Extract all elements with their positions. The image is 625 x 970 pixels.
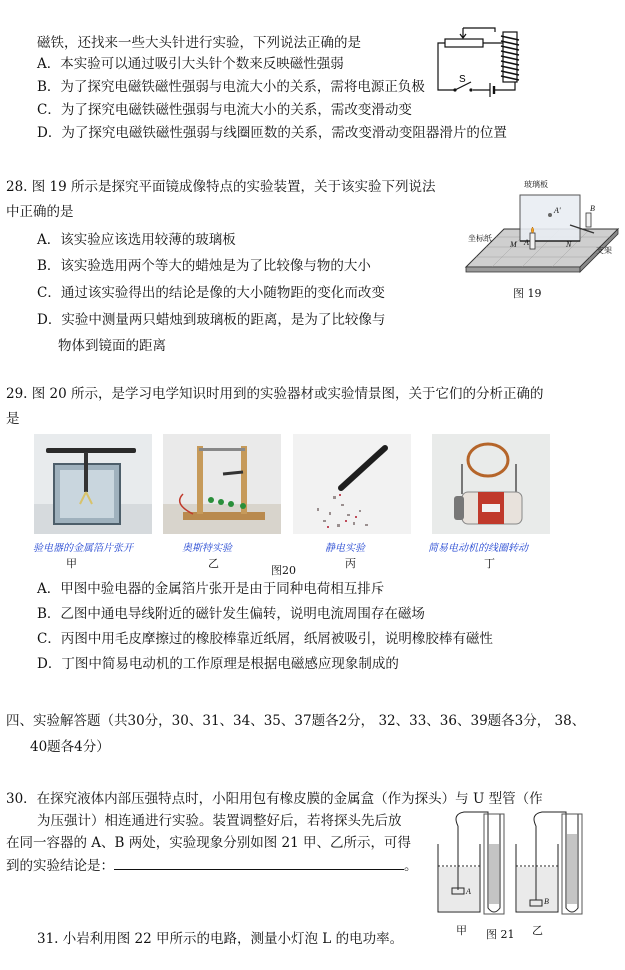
q31-line1: 31. 小岩利用图 22 甲所示的电路，测量小灯泡 L 的电功率。 — [37, 931, 404, 947]
label-m: M — [510, 240, 517, 249]
label-a: A — [524, 238, 529, 247]
q28-option-a: A．该实验应该选用较薄的玻璃板 — [37, 232, 236, 248]
simple-motor-photo — [432, 434, 550, 534]
q27-option-c: C．为了探究电磁铁磁性强弱与电流大小的关系，需改变滑动变 — [37, 102, 412, 118]
q27-option-a: A．本实验可以通过吸引大头针个数来反映磁性强弱 — [37, 56, 344, 72]
label-position-a: A — [466, 887, 471, 896]
q28-stem-line1: 28. 图 19 所示是探究平面镜成像特点的实验装置，关于该实验下列说法 — [6, 179, 436, 195]
static-electricity-photo — [293, 434, 411, 534]
q29-option-b: B．乙图中通电导线附近的磁针发生偏转，说明电流周围存在磁场 — [37, 606, 425, 622]
label-n: N — [566, 240, 572, 249]
q28-option-d: D．实验中测量两只蜡烛到玻璃板的距离，是为了比较像与 — [37, 312, 386, 328]
photo-caption-electroscope: 验电器的金属箔片张开 — [33, 543, 133, 554]
figure-21-caption: 图 21 — [486, 928, 515, 941]
q27-option-d: D．为了探究电磁铁磁性强弱与线圈匝数的关系，需改变滑动变阻器滑片的位置 — [37, 125, 507, 141]
switch-label: S — [459, 74, 466, 85]
label-stand: 支架 — [596, 246, 612, 255]
q28-option-c: C．通过该实验得出的结论是像的大小随物距的变化而改变 — [37, 285, 385, 301]
section-4-heading-line2: 40题各4分） — [30, 739, 110, 755]
q30-line1: 30．在探究液体内部压强特点时，小阳用包有橡皮膜的金属盒（作为探头）与 U 型管（作 — [6, 791, 543, 807]
photo-label-bing: 丙 — [345, 557, 356, 570]
q29-option-d: D．丁图中简易电动机的工作原理是根据电磁感应现象制成的 — [37, 656, 399, 672]
q28-option-d-continued: 物体到镜面的距离 — [58, 338, 166, 354]
photo-caption-static: 静电实验 — [325, 543, 365, 554]
q30-conclusion-prompt: 到的实验结论是： — [6, 858, 114, 874]
oersted-experiment-photo — [163, 434, 281, 534]
q30-line3: 在同一容器的 A、B 两处，实验现象分别如图 21 甲、乙所示，可得 — [6, 835, 412, 851]
q28-stem-line2: 中正确的是 — [6, 204, 74, 220]
photo-label-jia: 甲 — [66, 557, 77, 570]
q29-option-c: C．丙图中用毛皮摩擦过的橡胶棒靠近纸屑，纸屑被吸引，说明橡胶棒有磁性 — [37, 631, 493, 647]
section-4-heading-line1: 四、实验解答题（共30分，30、31、34、35、37题各2分， 32、33、36、39题各3分， 38、 — [6, 713, 586, 729]
figure-19-caption: 图 19 — [513, 287, 542, 300]
q27-stem-tail: 磁铁，还找来一些大头针进行实验，下列说法正确的是 — [37, 35, 361, 51]
q30-line-end: 。 — [404, 858, 418, 874]
q29-option-a: A．甲图中验电器的金属箔片张开是由于同种电荷相互排斥 — [37, 581, 385, 597]
q29-stem-line2: 是 — [6, 411, 20, 427]
q27-option-b: B．为了探究电磁铁磁性强弱与电流大小的关系，需将电源正负极 — [37, 79, 425, 95]
plane-mirror-apparatus-figure — [462, 175, 622, 280]
label-glass-plate: 玻璃板 — [524, 180, 548, 189]
q30-line2: 为压强计）相连通进行实验。装置调整好后，若将探头先后放 — [37, 813, 402, 829]
photo-label-ding: 丁 — [484, 557, 495, 570]
manometer-figure — [432, 804, 587, 926]
label-position-b: B — [544, 897, 549, 906]
label-coordinate-paper: 坐标纸 — [468, 234, 492, 243]
photo-caption-oersted: 奥斯特实验 — [182, 543, 232, 554]
q28-option-b: B．该实验选用两个等大的蜡烛是为了比较像与物的大小 — [37, 258, 371, 274]
figure-20-caption: 图20 — [271, 564, 296, 577]
electroscope-photo — [34, 434, 152, 534]
label-a-prime: A' — [554, 206, 561, 215]
photo-caption-motor: 简易电动机的线圈转动 — [428, 543, 528, 554]
q30-answer-blank[interactable] — [114, 857, 404, 870]
photo-label-yi: 乙 — [208, 557, 219, 570]
figure-21-label-jia: 甲 — [456, 924, 467, 937]
electromagnet-circuit-figure — [435, 22, 540, 117]
figure-21-label-yi: 乙 — [532, 924, 543, 937]
q29-stem-line1: 29. 图 20 所示，是学习电学知识时用到的实验器材或实验情景图，关于它们的分析正确的 — [6, 386, 544, 402]
label-b: B — [590, 204, 595, 213]
q30-line4 — [6, 857, 418, 875]
